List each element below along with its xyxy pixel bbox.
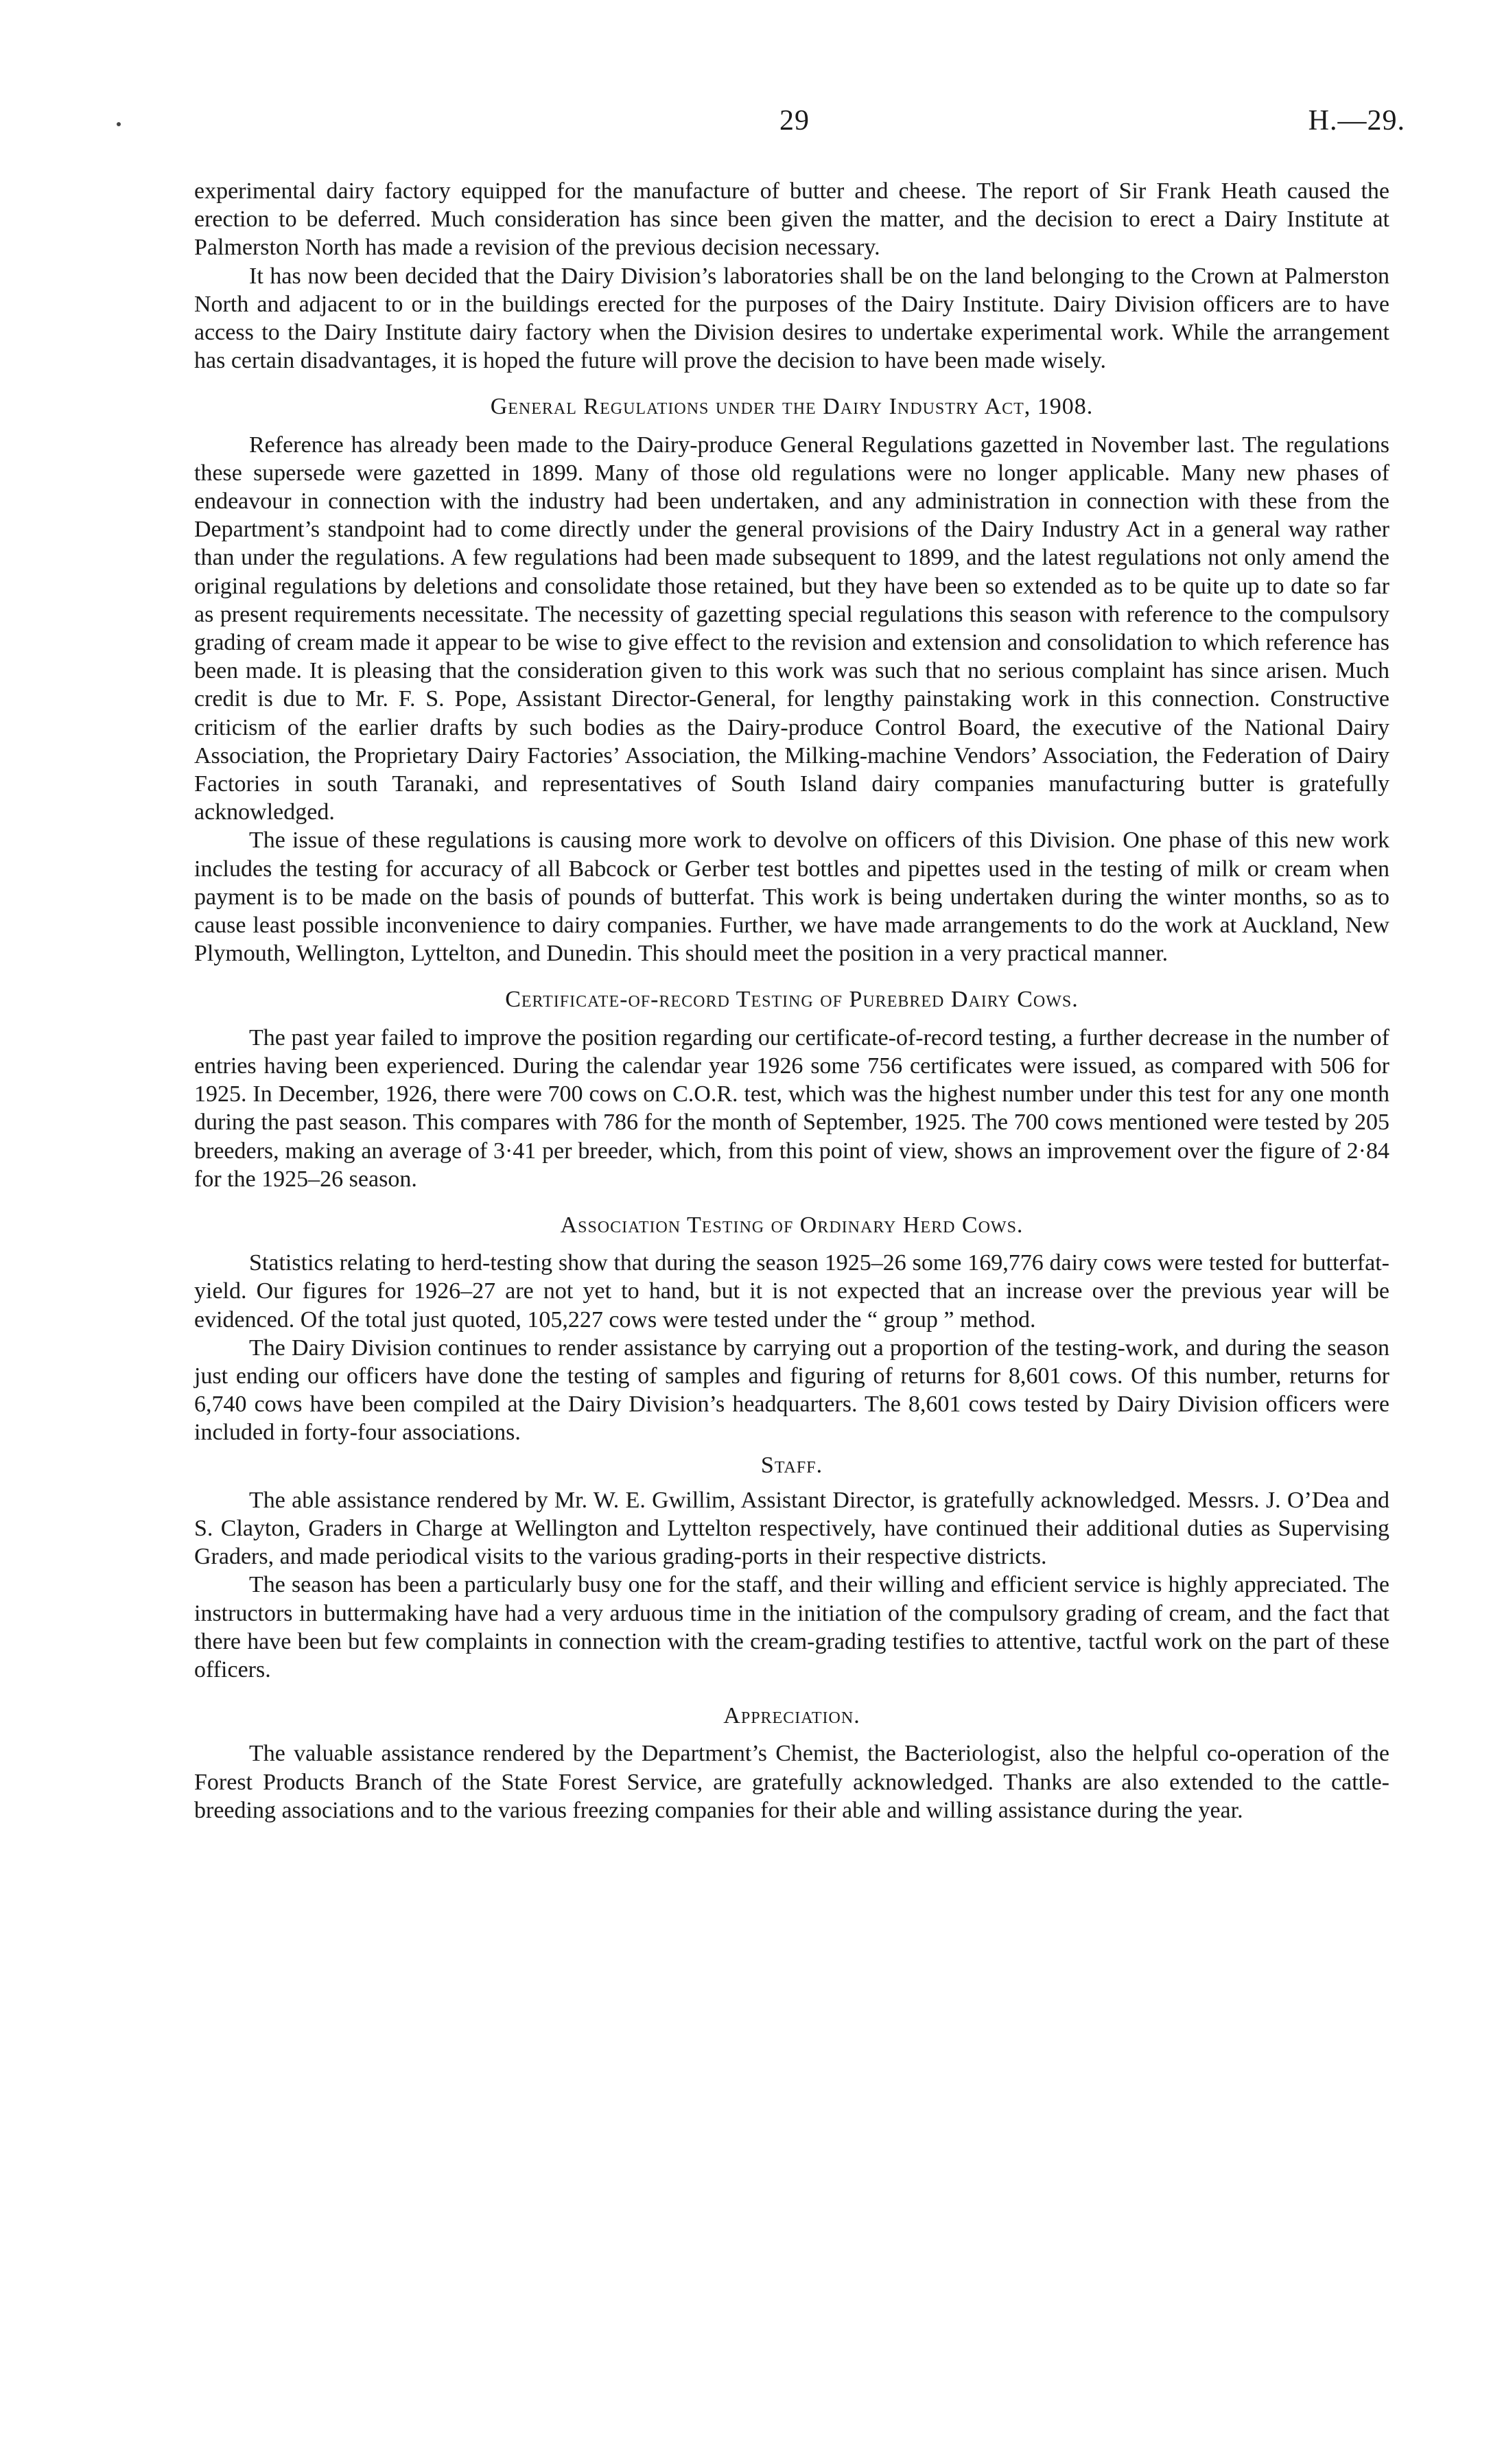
scan-speck [117, 122, 121, 126]
page-number: 29 [779, 105, 810, 137]
paragraph: The valuable assistance rendered by the Department’s Chemist, the Bacteriologist, also the helpful co-operation of the Forest Products Branch of the State Forest Service, are gratefully acknowledged. Thanks are also extended to the cattle-breeding associations and to the various freezing companies for their able and willing assistance during the year. [194, 1741, 1389, 1823]
section-heading: Staff. [760, 1452, 823, 1478]
section-heading: General Regulations under the Dairy Industry Act, 1908. [490, 394, 1094, 420]
paragraph: The past year failed to improve the position regarding our certificate-of-record testing, a further decrease in the number of entries having been experienced. During the calendar year 1926 some 756 certificates were issued, as compared with 506 for 1925. In December, 1926, there were 700 cows on C.O.R. test, which was the highest number under this test for any one month during the past season. This compares with 786 for the month of September, 1925. The 700 cows mentioned were tested by 205 breeders, making an average of 3·41 per breeder, which, from this point of view, shows an improvement over the figure of 2·84 for the 1925–26 season. [194, 1024, 1389, 1192]
paragraph: The Dairy Division continues to render assistance by carrying out a proportion of the testing-work, and during the season just ending our officers have done the testing of samples and figuring of returns for 8,601 cows. Of this number, returns for 6,740 cows have been compiled at the Dairy Division’s headquarters. The 8,601 cows tested by Dairy Division officers were included in forty-four associations. [194, 1335, 1389, 1446]
document-body [194, 177, 1389, 1824]
paragraph: The issue of these regulations is causing more work to devolve on officers of this Division. One phase of this new work includes the testing for accuracy of all Babcock or Gerber test bottles and pipettes used in the testing of milk or cream when payment is to be made on the basis of pounds of butterfat. This work is being undertaken during the winter months, so as to cause least possible inconvenience to dairy companies. Further, we have made arrangements to do the work at Auckland, New Plymouth, Wellington, Lyttelton, and Dunedin. This should meet the position in a very practical manner. [194, 828, 1389, 967]
paragraph: It has now been decided that the Dairy Division’s laboratories shall be on the land belonging to the Crown at Palmerston North and adjacent to or in the buildings erected for the purposes of the Dairy Institute. Dairy Division officers are to have access to the Dairy Institute dairy factory when the Division desires to undertake experimental work. While the arrangement has certain disadvantages, it is hoped the future will prove the decision to have been made wisely. [194, 263, 1389, 374]
section-heading: Certificate-of-record Testing of Purebred Dairy Cows. [505, 987, 1079, 1013]
document-reference: H.—29. [1308, 105, 1405, 137]
page-header [0, 104, 1491, 145]
paragraph: The season has been a particularly busy one for the staff, and their willing and efficient service is highly appreciated. The instructors in buttermaking have had a very arduous time in the initiation of the compulsory grading of cream, and the fact that there have been but few complaints in connection with the cream-grading testifies to attentive, tactful work on the part of these officers. [194, 1572, 1389, 1682]
paragraph: Statistics relating to herd-testing show that during the season 1925–26 some 169,776 dairy cows were tested for butterfat-yield. Our figures for 1926–27 are not yet to hand, but it is not expected that an increase over the previous year will be evidenced. Of the total just quoted, 105,227 cows were tested under the “ group ” method. [194, 1250, 1389, 1333]
paragraph: The able assistance rendered by Mr. W. E. Gwillim, Assistant Director, is gratefully acknowledged. Messrs. J. O’Dea and S. Clayton, Graders in Charge at Wellington and Lyttelton respectively, have continued their additional duties as Supervising Graders, and made periodical visits to the various grading-ports in their respective districts. [194, 1487, 1389, 1570]
paragraph: experimental dairy factory equipped for the manufacture of butter and cheese. The report of Sir Frank Heath caused the erection to be deferred. Much consideration has since been given the matter, and the decision to erect a Dairy Institute at Palmerston North has made a revision of the previous decision necessary. [194, 178, 1389, 261]
section-heading: Appreciation. [723, 1703, 860, 1729]
section-heading: Association Testing of Ordinary Herd Cows. [560, 1212, 1024, 1238]
paragraph: Reference has already been made to the Dairy-produce General Regulations gazetted in November last. The regulations these supersede were gazetted in 1899. Many of those old regulations were no longer applicable. Many new phases of endeavour in connection with the industry had been undertaken, and any administration in connection with these from the Department’s standpoint had to come directly under the general provisions of the Dairy Industry Act in a general way rather than under the regulations. A few regulations had been made subsequent to 1899, and the latest regulations not only amend the original regulations by deletions and consolidate those retained, but they have been so extended as to be quite up to date so far as present requirements necessitate. The necessity of gazetting special regulations this season with reference to the compulsory grading of cream made it appear to be wise to give effect to the revision and extension and consolidation to which reference has been made. It is pleasing that the consideration given to this work was such that no serious complaint has since arisen. Much credit is due to Mr. F. S. Pope, Assistant Director-General, for lengthy painstaking work in this connection. Constructive criticism of the earlier drafts by such bodies as the Dairy-produce Control Board, the executive of the National Dairy Association, the Proprietary Dairy Factories’ Association, the Milking-machine Vendors’ Association, the Federation of Dairy Factories in south Taranaki, and representatives of South Island dairy companies manufacturing butter is gratefully acknowledged. [194, 432, 1389, 825]
